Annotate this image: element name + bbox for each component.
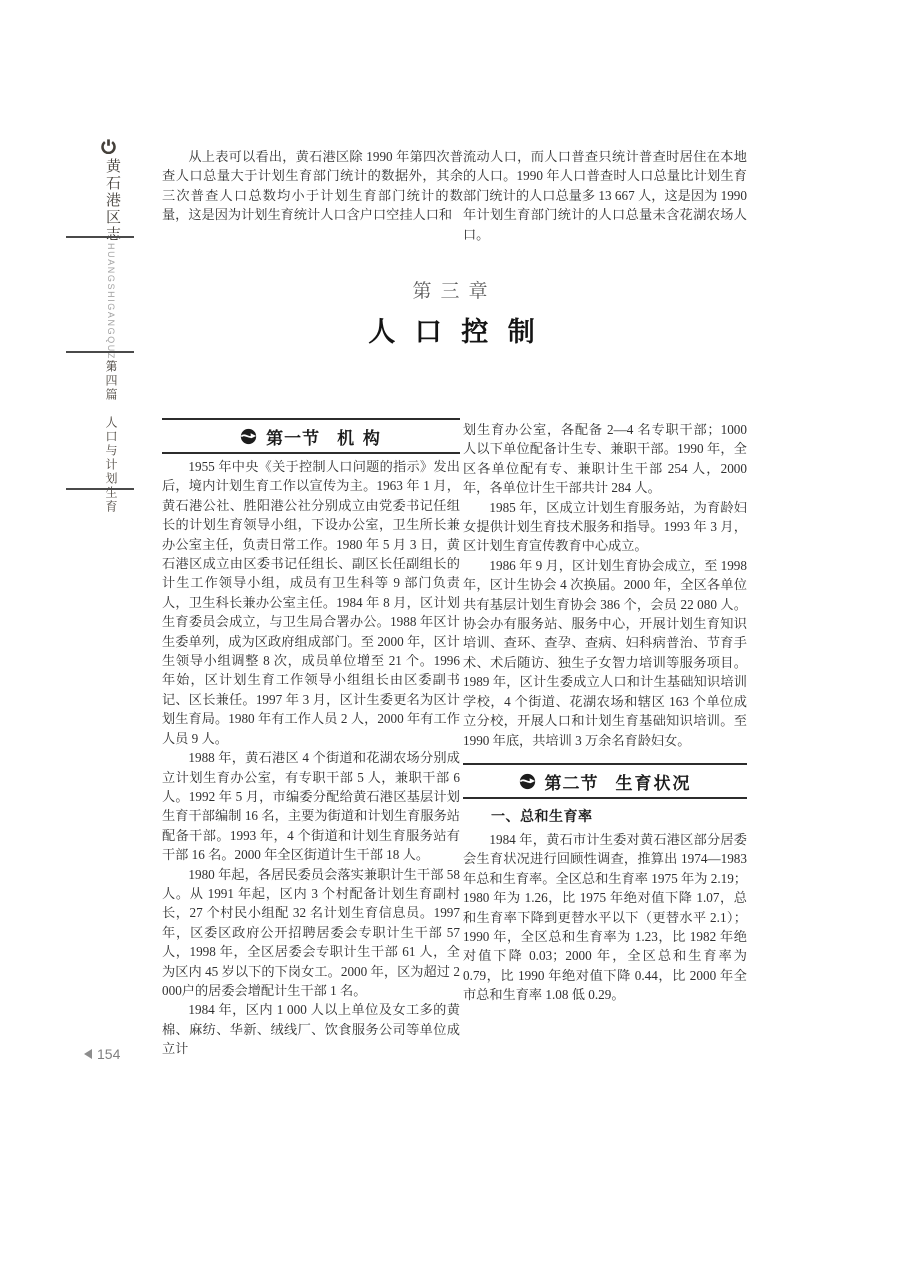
page-number	[84, 1046, 120, 1062]
sidebar-divider	[66, 488, 134, 490]
subsection-title: 一、总和生育率	[491, 808, 593, 824]
body-paragraph: 1955 年中央《关于控制人口问题的指示》发出后，境内计划生育工作以宣传为主。1963 年 1 月，黄石港公社、胜阳港公社分别成立由党委书记任组长的计划生育领导小组，下设办公室，卫生所长兼办公室主任，负责日常工作。1980 年 5 月 3 日，黄石港区成立由区委书记任组长、副区长任副组长的计生工作领导小组，成员有卫生科等 9 部门负责人，卫生科长兼办公室主任。1984 年 8 月，区计划生育委员会成立，与卫生局合署办公。1988 年区计生委单列，成为区政府组成部门。至 2000 年，区计生领导小组调整 8 次，成员单位增至 21 个。1996 年始，区计划生育工作领导小组组长由区委副书记、区长兼任。1997 年 3 月，区计生委更名为区计划生育局。1980 年有工作人员 2 人，2000 年有工作人员 9 人。	[162, 459, 460, 746]
sidebar-part-title: 人口与计划生育	[104, 416, 118, 514]
section1-label: 第一节	[266, 428, 321, 448]
section2-title: 生育状况	[615, 773, 692, 793]
section1-left-column	[162, 457, 460, 1059]
sidebar-book-title: 黄石港区志	[104, 158, 120, 243]
sidebar-part-label: 第四篇	[104, 360, 118, 402]
intro-paragraph-continuation: 流动人口，而人口普查只统计普查时居住在本地的人口。1990 年人口普查时人口总量比计划生育部门统计的人口总量多 13 667 人，这是因为 1990 年计划生育部门统计的人口总量未含花湖农场人口。	[463, 149, 747, 242]
body-paragraph: 1986 年 9 月，区计划生育协会成立，至 1998 年，区计生协会 4 次换届。2000 年，全区各单位共有基层计划生育协会 386 个，会员 22 080 人。协会办有服务站、服务中心，开展计划生育知识培训、查环、查孕、查病、妇科病普治、节育手术、术后随访、独生子女智力培训等服务项目。1989 年，区计生委成立人口和计生基础知识培训学校，4 个街道、花湖农场和辖区 163 个单位成立分校，开展人口和计划生育基础知识培训。至 1990 年底，共培训 3 万余名育龄妇女。	[463, 557, 747, 748]
page-number-value: 154	[97, 1046, 121, 1062]
section-marker-icon	[240, 428, 257, 445]
chapter-title: 人 口 控 制	[368, 317, 541, 347]
sidebar-part-info	[103, 360, 120, 514]
section-marker-icon	[519, 773, 536, 790]
body-paragraph: 1988 年，黄石港区 4 个街道和花湖农场分别成立计划生育办公室，有专职干部 5 人，兼职干部 6 人。1992 年 5 月，市编委分配给黄石港区基层计划生育干部编制 16 名，主要为街道和计划生育服务站配备干部。1993 年，4 个街道和计划生育服务站有干部 16 名。2000 年全区街道计生干部 18 人。	[162, 750, 460, 863]
section1-title: 机 构	[337, 428, 382, 448]
section2-column	[463, 806, 747, 1005]
left-triangle-icon	[84, 1049, 92, 1059]
sidebar-divider	[66, 236, 134, 238]
intro-right-column	[463, 147, 747, 244]
body-paragraph-continuation: 划生育办公室，各配备 2—4 名专职干部；1000 人以下单位配备计生专、兼职干部。1990 年，全区各单位配有专、兼职计生干部 254 人，2000 年，各单位计生干部共计 284 人。	[463, 422, 747, 496]
chapter-heading	[162, 276, 747, 349]
body-paragraph: 1984 年，区内 1 000 人以上单位及女工多的黄棉、麻纺、华新、绒线厂、饮食服务公司等单位成立计	[162, 1002, 460, 1057]
intro-left-column	[162, 147, 463, 225]
publisher-logo-icon	[101, 139, 116, 159]
body-paragraph: 1984 年，黄石市计生委对黄石港区部分居委会生育状况进行回顾性调查，推算出 1974—1983 年总和生育率。全区总和生育率 1975 年为 2.19；1980 年为 1.26，比 1975 年绝对值下降 1.07，总和生育率下降到更替水平以下（更替水平 2.1）；1990 年，全区总和生育率为 1.23，比 1982 年绝对值下降 0.03；2000 年，全区总和生育率为 0.79，比 1990 年绝对值下降 0.44，比 2000 年全市总和生育率 1.08 低 0.29。	[463, 832, 747, 1003]
intro-paragraph: 从上表可以看出，黄石港区除 1990 年第四次普查人口总量大于计划生育部门统计的数据外，其余三次普查人口总数均小于计划生育部门统计的数量，这是因为计划生育统计人口含户口空挂人口和	[162, 149, 463, 223]
section1-right-column	[463, 420, 747, 750]
body-paragraph: 1985 年，区成立计划生育服务站，为育龄妇女提供计划生育技术服务和指导。1993 年 3 月，区计划生育宣传教育中心成立。	[463, 499, 747, 554]
sidebar-book-title-romanized: HUANGSHIGANGQUZHI	[106, 243, 116, 373]
section2-label: 第二节	[544, 773, 599, 793]
sidebar-divider	[66, 351, 134, 353]
section1-header	[162, 418, 460, 454]
body-paragraph: 1980 年起，各居民委员会落实兼职计生干部 58 人。从 1991 年起，区内 3 个村配备计划生育副村长，27 个村民小组配 32 名计划生育信息员。1997 年，区委区政府公开招聘居委会专职计生干部 57 人，1998 年，全区居委会专职计生干部 61 人，全为区内 45 岁以下的下岗女工。2000 年，区为超过 2 000户的居委会增配计生干部 1 名。	[162, 866, 460, 998]
chapter-number: 第三章	[412, 281, 497, 302]
section2-header	[463, 763, 747, 799]
